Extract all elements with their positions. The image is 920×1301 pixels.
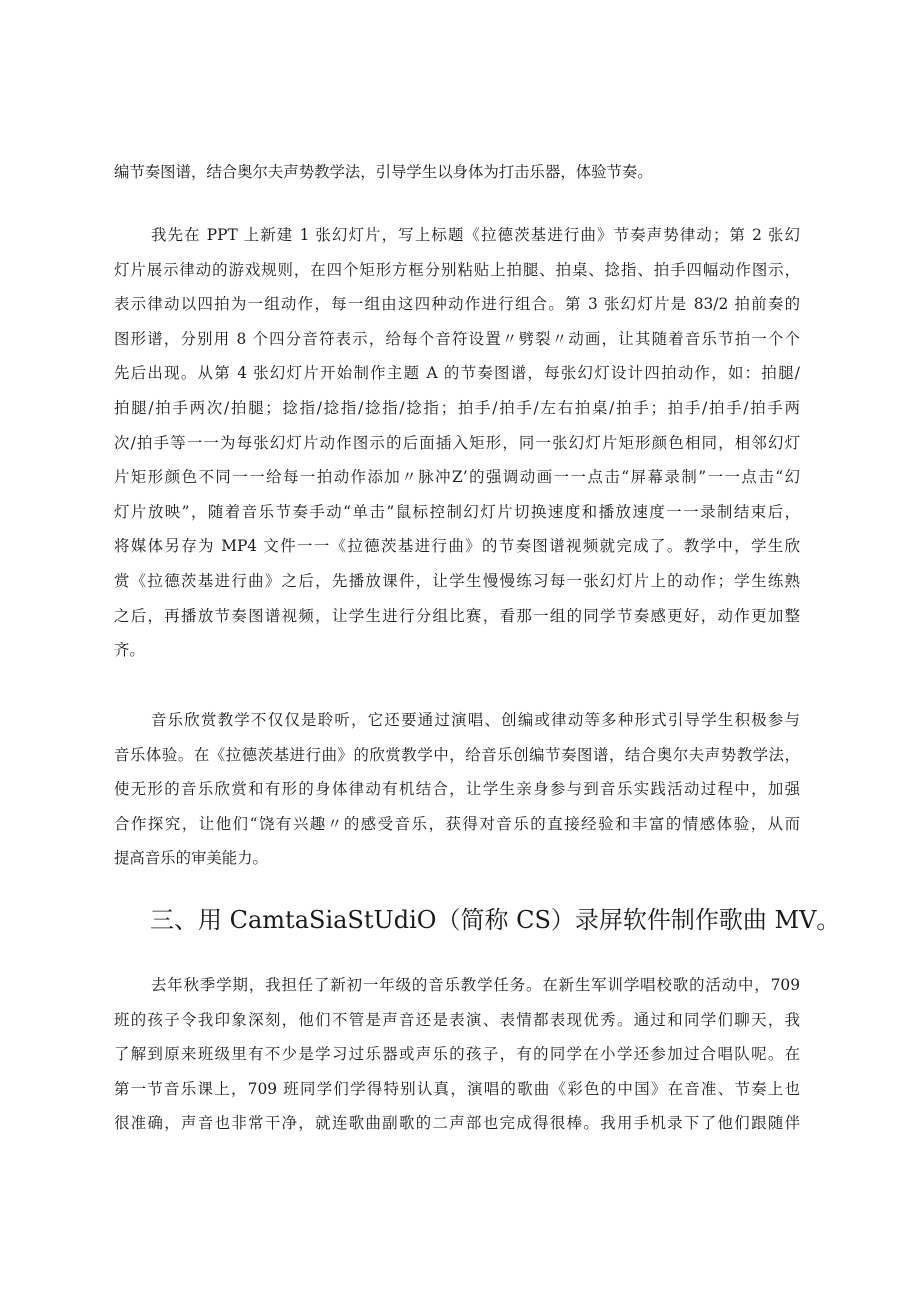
paragraph-2-line-12: 之后，再播放节奏图谱视频，让学生进行分组比赛，看那一组的同学节奏感更好，动作更加整 — [114, 606, 800, 625]
paragraph-2-line-2: 灯片展示律动的游戏规则，在四个矩形方框分别粘贴上拍腿、拍桌、捻指、拍手四幅动作图示， — [114, 260, 800, 279]
paragraph-4-line-1: 去年秋季学期，我担任了新初一年级的音乐教学任务。在新生军训学唱校歌的活动中，709 — [151, 976, 800, 994]
paragraph-2-line-11: 赏《拉德茨基进行曲》之后，先播放课件，让学生慢慢练习每一张幻灯片上的动作；学生练熟 — [114, 571, 800, 590]
paragraph-2-line-5: 先后出现。从第 4 张幻灯片开始制作主题 A 的节奏图谱，每张幻灯设计四拍动作，如：拍腿/ — [114, 364, 800, 383]
paragraph-2-line-6: 拍腿/拍手两次/拍腿；捻指/捻指/捻指/捻指；拍手/拍手/左右拍桌/拍手；拍手/拍手/拍手两 — [114, 398, 800, 417]
paragraph-4-line-2: 班的孩子令我印象深刻，他们不管是声音还是表演、表情都表现优秀。通过和同学们聊天，我 — [114, 1010, 800, 1029]
paragraph-3-line-5: 提高音乐的审美能力。 — [114, 849, 268, 868]
paragraph-2-line-13: 齐。 — [114, 641, 145, 660]
paragraph-2-line-3: 表示律动以四拍为一组动作，每一组由这四种动作进行组合。第 3 张幻灯片是 83/2 拍前奏的 — [114, 295, 800, 314]
paragraph-2 — [114, 218, 800, 668]
paragraph-2-line-7: 次/拍手等一一为每张幻灯片动作图示的后面插入矩形，同一张幻灯片矩形颜色相同，相邻幻灯 — [114, 433, 800, 452]
paragraph-3-line-2: 音乐体验。在《拉德茨基进行曲》的欣赏教学中，给音乐创编节奏图谱，结合奥尔夫声势教学法， — [114, 745, 800, 764]
paragraph-2-line-4: 图形谱，分别用 8 个四分音符表示，给每个音符设置〃劈裂〃动画，让其随着音乐节拍一个个 — [114, 329, 800, 348]
section-heading: 三、用 CamtaSiaStUdiO（简称 CS）录屏软件制作歌曲 MV。 — [150, 906, 841, 934]
paragraph-4-line-5: 很准确，声音也非常干净，就连歌曲副歌的二声部也完成得很棒。我用手机录下了他们跟随伴 — [114, 1114, 800, 1133]
paragraph-2-line-1: 我先在 PPT 上新建 1 张幻灯片，写上标题《拉德茨基进行曲》节奏声势律动；第 2 张幻 — [151, 226, 800, 244]
paragraph-3-line-4: 合作探究，让他们“饶有兴趣〃的感受音乐，获得对音乐的直接经验和丰富的情感体验，从而 — [114, 814, 800, 833]
paragraph-3-line-1: 音乐欣赏教学不仅仅是聆听，它还要通过演唱、创编或律动等多种形式引导学生积极参与 — [151, 711, 800, 729]
paragraph-4-line-4: 第一节音乐课上，709 班同学们学得特别认真，演唱的歌曲《彩色的中国》在音准、节奏上也 — [114, 1079, 800, 1098]
paragraph-1 — [114, 155, 800, 190]
paragraph-2-line-10: 将媒体另存为 MP4 文件一一《拉德茨基进行曲》的节奏图谱视频就完成了。教学中，学生欣 — [114, 537, 800, 556]
paragraph-1-line-1: 编节奏图谱，结合奥尔夫声势教学法，引导学生以身体为打击乐器，体验节奏。 — [114, 163, 653, 181]
paragraph-2-line-9: 灯片放映”，随着音乐节奏手动“单击”鼠标控制幻灯片切换速度和播放速度一一录制结束后， — [114, 502, 800, 521]
paragraph-3-line-3: 使无形的音乐欣赏和有形的身体律动有机结合，让学生亲身参与到音乐实践活动过程中，加强 — [114, 780, 800, 799]
paragraph-2-line-8: 片矩形颜色不同一一给每一拍动作添加〃脉冲Z’的强调动画一一点击“屏幕录制”一一点击“幻 — [114, 468, 800, 487]
paragraph-3 — [114, 703, 800, 876]
paragraph-4 — [114, 968, 800, 1141]
paragraph-4-line-3: 了解到原来班级里有不少是学习过乐器或声乐的孩子，有的同学在小学还参加过合唱队呢。在 — [114, 1045, 800, 1064]
